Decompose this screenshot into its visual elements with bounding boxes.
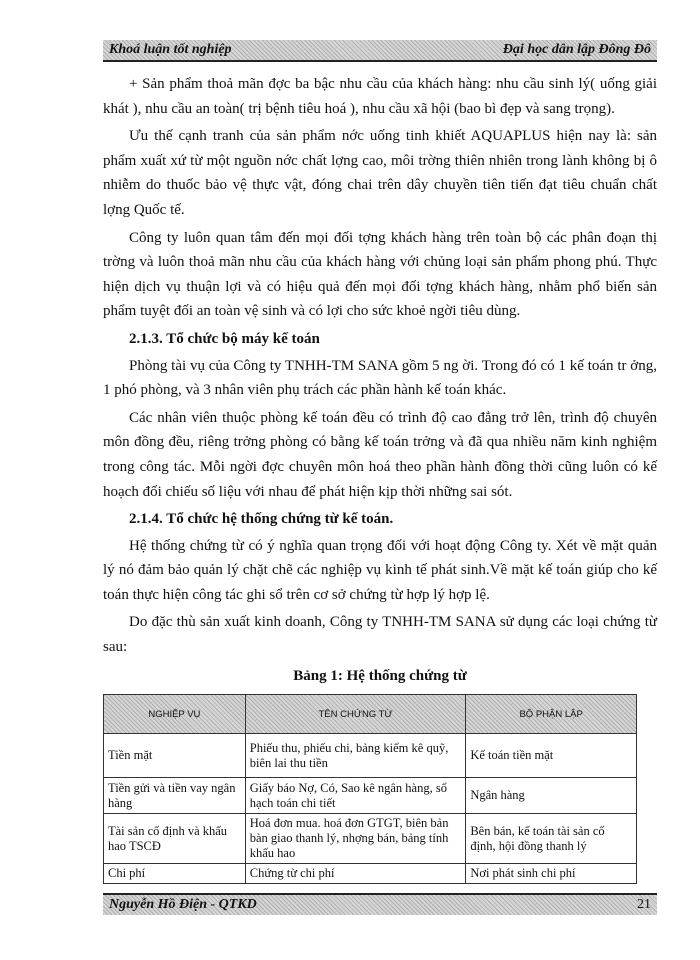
paragraph: Ưu thế cạnh tranh của sản phẩm nớc uống tinh khiết AQUAPLUS hiện nay là: sản phẩm xuất xứ từ một nguồn nớc chất lợng cao, môi trờng thiên nhiên trong lành không bị ô nhiễm do thuốc bảo vệ thực vật, đóng chai trên dây chuyền tiên tiến đạt tiêu chuẩn chất lợng Quốc tế. [103, 128, 657, 218]
table-cell: Phiếu thu, phiếu chi, bảng kiểm kê quỹ, biên lai thu tiền [245, 734, 466, 778]
paragraph: Công ty luôn quan tâm đến mọi đối tợng khách hàng trên toàn bộ các phân đoạn thị trờng và luôn thoả mãn nhu cầu của khách hàng với chủng loại sản phẩm phong phú. Thực hiện dịch vụ thuận lợi và có hiệu quả đến mọi đối tợng khách hàng, nhằm phổ biến sản phẩm tuyệt đối an toàn vệ sinh và có lợi cho sức khoẻ ngời tiêu dùng. [103, 229, 657, 320]
table-cell: Chi phí [104, 864, 246, 884]
table-row [104, 734, 637, 778]
column-header-operation: NGHIỆP VỤ [104, 695, 246, 734]
table-cell: Hoá đơn mua. hoá đơn GTGT, biên bản bàn giao thanh lý, nhợng bán, bảng tính khấu hao [245, 814, 466, 864]
table-cell: Nơi phát sinh chi phí [466, 864, 637, 884]
header-left-title: Khoá luận tốt nghiệp [109, 42, 232, 57]
section-heading-2-1-4: 2.1.4. Tổ chức hệ thống chứng từ kế toán. [129, 511, 394, 528]
table-header-row [104, 695, 637, 734]
table-cell: Tiền mặt [104, 734, 246, 778]
table-cell: Tiền gửi và tiền vay ngân hàng [104, 778, 246, 814]
section-heading-2-1-3: 2.1.3. Tổ chức bộ máy kế toán [129, 330, 320, 347]
page-header [103, 40, 657, 62]
table-cell: Giấy báo Nợ, Có, Sao kê ngân hàng, sổ hạch toán chi tiết [245, 778, 466, 814]
page-number: 21 [637, 897, 651, 912]
footer-author: Nguyễn Hồ Điện - QTKD [109, 897, 257, 912]
table-cell: Tài sản cố định và khấu hao TSCĐ [104, 814, 246, 864]
header-right-title: Đại học dân lập Đông Đô [502, 42, 651, 57]
table-row [104, 814, 637, 864]
paragraph: Phòng tài vụ của Công ty TNHH-TM SANA gồm 5 ng ời. Trong đó có 1 kế toán tr ởng, 1 phó phòng, và 3 nhân viên phụ trách các phần hành kế toán khác. [103, 357, 657, 399]
document-body [103, 72, 657, 884]
table-row [104, 864, 637, 884]
paragraph: Do đặc thù sản xuất kinh doanh, Công ty TNHH-TM SANA sử dụng các loại chứng từ sau: [103, 614, 657, 656]
table-cell: Chứng từ chi phí [245, 864, 466, 884]
paragraph: Hệ thống chứng từ có ý nghĩa quan trọng đối với hoạt động Công ty. Xét về mặt quản lý nó đảm bảo quản lý chặt chẽ các nghiệp vụ kinh tế phát sinh.Về mặt kế toán giúp cho kế toán thực hiện công tác ghi sổ trên cơ sở chứng từ hợp lý hợp lệ. [103, 537, 657, 603]
paragraph: + Sản phẩm thoả mãn đợc ba bậc nhu cầu của khách hàng: nhu cầu sinh lý( uống giải khát ), nhu cầu an toàn( trị bệnh tiêu hoá ), nhu cầu xã hội (bao bì đẹp và sang trọng). [103, 76, 657, 117]
voucher-system-table [103, 694, 637, 884]
table-cell: Kế toán tiền mặt [466, 734, 637, 778]
page-footer [103, 893, 657, 915]
table-cell: Ngân hàng [466, 778, 637, 814]
table-caption: Bảng 1: Hệ thống chứng từ [293, 667, 467, 684]
column-header-document-name: TÊN CHỨNG TỪ [245, 695, 466, 734]
table-cell: Bên bán, kế toán tài sản cố định, hội đồng thanh lý [466, 814, 637, 864]
column-header-department: BỘ PHẬN LẬP [466, 695, 637, 734]
table-row [104, 778, 637, 814]
paragraph: Các nhân viên thuộc phòng kế toán đều có trình độ cao đẳng trở lên, trình độ chuyên môn đồng đều, riêng trởng phòng có bằng kế toán trởng và đã qua nhiều năm kinh nghiệm trong công tác. Mỗi ngời đợc chuyên môn hoá theo phần hành đồng thời cũng luôn có kế hoạch đối chiếu số liệu với nhau để phát hiện kịp thời những sai sót. [103, 409, 657, 500]
